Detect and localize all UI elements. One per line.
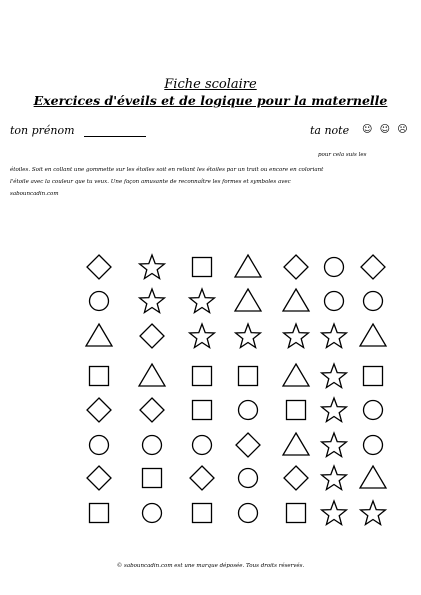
triangle-shape (360, 466, 386, 488)
star-shape (361, 501, 386, 525)
copyright-footer: © sabouncadin.com est une marque déposée. Tous droits réservés. (116, 563, 305, 569)
worksheet-title: Fiche scolaire (164, 77, 257, 92)
instruction-text: pour cela suis les (318, 152, 367, 158)
rating-faces-icon: ☺ ☺ ☹ (362, 124, 410, 135)
triangle-shape (86, 324, 112, 346)
star-shape (322, 364, 347, 388)
diamond-shape (140, 398, 164, 422)
square-shape (193, 367, 212, 386)
star-shape (322, 501, 347, 525)
circle-shape (143, 436, 162, 455)
square-shape (239, 367, 258, 386)
star-shape (236, 324, 261, 348)
square-shape (193, 258, 212, 277)
instruction-text: étoiles. Soit en collant une gommette sur les étoiles soit en reliant les étoiles par un trait ou encore en coloriant (10, 167, 324, 173)
circle-shape (325, 258, 344, 277)
square-shape (287, 504, 306, 523)
square-shape (143, 469, 162, 488)
triangle-shape (360, 324, 386, 346)
diamond-shape (87, 466, 111, 490)
square-shape (90, 367, 109, 386)
instruction-text: l'étoile avec la couleur que tu veux. Une façon amusante de reconnaître les formes et symboles avec (10, 179, 291, 185)
circle-shape (143, 504, 162, 523)
diamond-shape (284, 466, 308, 490)
square-shape (364, 367, 383, 386)
circle-shape (364, 436, 383, 455)
diamond-shape (87, 398, 111, 422)
triangle-shape (283, 289, 309, 311)
instruction-text: sabouncadin.com (10, 191, 59, 197)
triangle-shape (283, 433, 309, 455)
square-shape (90, 504, 109, 523)
triangle-shape (235, 289, 261, 311)
diamond-shape (140, 324, 164, 348)
star-shape (322, 398, 347, 422)
square-shape (287, 401, 306, 420)
triangle-shape (283, 364, 309, 386)
circle-shape (325, 292, 344, 311)
worksheet-subtitle: Exercices d'éveils et de logique pour la maternelle (33, 93, 388, 108)
circle-shape (90, 436, 109, 455)
circle-shape (239, 504, 258, 523)
star-shape (140, 255, 165, 279)
diamond-shape (284, 255, 308, 279)
star-shape (322, 433, 347, 457)
star-shape (140, 289, 165, 313)
circle-shape (364, 401, 383, 420)
circle-shape (364, 292, 383, 311)
diamond-shape (236, 433, 260, 457)
circle-shape (239, 469, 258, 488)
triangle-shape (235, 255, 261, 277)
triangle-shape (139, 364, 165, 386)
star-shape (190, 324, 215, 348)
name-label: ton prénom (10, 124, 75, 137)
note-label: ta note (310, 124, 350, 137)
diamond-shape (190, 466, 214, 490)
diamond-shape (87, 255, 111, 279)
square-shape (193, 504, 212, 523)
square-shape (193, 401, 212, 420)
circle-shape (90, 292, 109, 311)
star-shape (322, 466, 347, 490)
star-shape (322, 324, 347, 348)
circle-shape (193, 436, 212, 455)
star-shape (190, 289, 215, 313)
diamond-shape (361, 255, 385, 279)
star-shape (284, 324, 309, 348)
circle-shape (239, 401, 258, 420)
